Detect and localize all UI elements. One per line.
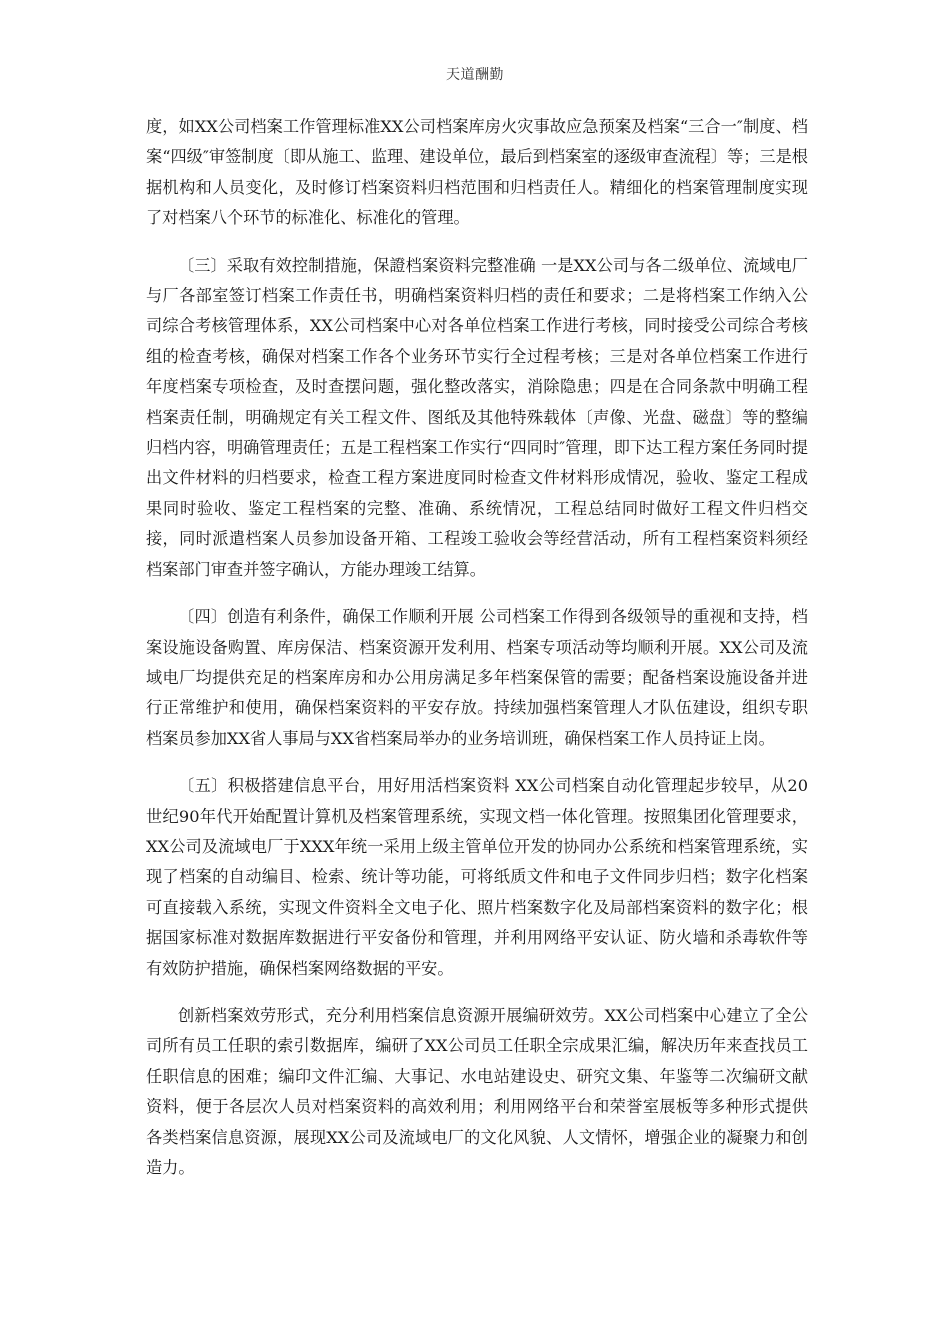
paragraph-section-three: 〔三〕采取有效控制措施，保證档案资料完整准确 一是XX公司与各二级单位、流域电厂与厂各部室签订档案工作责任书，明确档案资料归档的责任和要求；二是将档案工作纳入公司综合考核管理体系，XX公司档案中心对各单位档案工作进行考核，同时接受公司综合考核组的检查考核，确保对档案工作各个业务环节实行全过程考核；三是对各单位档案工作进行年度档案专项检查，及时查摆问题，强化整改落实，消除隐患；四是在合同条款中明确工程档案责任制，明确规定有关工程文件、图纸及其他特殊载体〔声像、光盘、磁盘〕等的整编归档内容，明确管理责任；五是工程档案工作实行“四同时″管理，即下达工程方案任务同时提出文件材料的归档要求，检查工程方案进度同时检查文件材料形成情况，验收、鉴定工程成果同时验收、鉴定工程档案的完整、准确、系统情况，工程总结同时做好工程文件归档交接，同时派遣档案人员参加设备开箱、工程竣工验收会等经营活动，所有工程档案资料须经档案部门审查并签字确认，方能办理竣工结算。 <box>146 255 808 579</box>
paragraph-continuation: 度，如XX公司档案工作管理标准XX公司档案库房火灾事故应急预案及档案“三合一″制度、档案“四级″审签制度〔即从施工、监理、建设单位，最后到档案室的逐级审查流程〕等；三是根据机构和人员变化，及时修订档案资料归档范围和归档责任人。精细化的档案管理制度实现了对档案八个环节的标准化、标准化的管理。 <box>146 117 808 228</box>
document-body <box>146 112 808 1200</box>
paragraph-section-five: 〔五〕积极搭建信息平台，用好用活档案资料 XX公司档案自动化管理起步较早，从20世纪90年代开始配置计算机及档案管理系统，实现文档一体化管理。按照集团化管理要求，XX公司及流域电厂于XXX年统一采用上级主管单位开发的协同办公系统和档案管理系统，实现了档案的自动编目、检索、统计等功能，可将纸质文件和电子文件同步归档；数字化档案可直接载入系统，实现文件资料全文电子化、照片档案数字化及局部档案资料的数字化；根据国家标准对数据库数据进行平安备份和管理，并利用网络平安认证、防火墙和杀毒软件等有效防护措施，确保档案网络数据的平安。 <box>146 776 808 978</box>
paragraph-section-four: 〔四〕创造有利条件，确保工作顺利开展 公司档案工作得到各级领导的重视和支持，档案设施设备购置、库房保洁、档案资源开发利用、档案专项活动等均顺利开展。XX公司及流域电厂均提供充足的档案库房和办公用房满足多年档案保管的需要；配备档案设施设备并进行正常维护和使用，确保档案资料的平安存放。持续加强档案管理人才队伍建设，组织专职档案员参加XX省人事局与XX省档案局举办的业务培训班，确保档案工作人员持证上岗。 <box>146 607 808 748</box>
page-header: 天道酬勤 <box>446 67 504 83</box>
paragraph-service-innovation: 创新档案效劳形式，充分利用档案信息资源开展编研效劳。XX公司档案中心建立了全公司所有员工任职的索引数据库，编研了XX公司员工任职全宗成果汇编，解决历年来查找员工任职信息的困难；编印文件汇编、大事记、水电站建设史、研究文集、年鉴等二次编研文献资料，便于各层次人员对档案资料的高效利用；利用网络平台和荣誉室展板等多种形式提供各类档案信息资源，展现XX公司及流域电厂的文化风貌、人文情怀，增强企业的凝聚力和创造力。 <box>146 1005 808 1177</box>
